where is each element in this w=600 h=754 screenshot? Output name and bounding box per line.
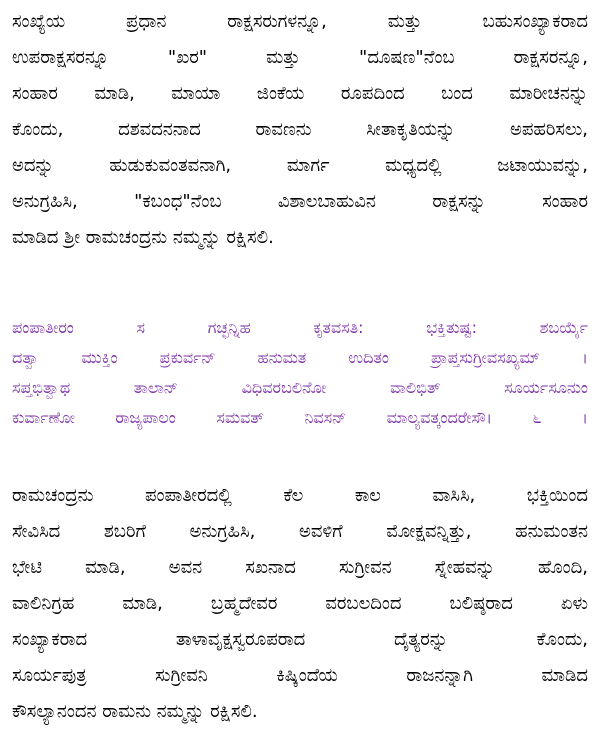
paragraph-1-line-3: ಸಂಹಾರ ಮಾಡಿ, ಮಾಯಾ ಜಿಂಕೆಯ ರೂಪದಿಂದ ಬಂದ ಮಾರೀಚನನ್ನು (12, 83, 588, 104)
paragraph-2-line-1: ರಾಮಚಂದ್ರನು ಪಂಪಾತೀರದಲ್ಲಿ ಕೆಲ ಕಾಲ ವಾಸಿಸಿ, ಭಕ್ತಿಯಿಂದ (12, 485, 588, 506)
paragraph-2-line-2: ಸೇವಿಸಿದ ಶಬರಿಗೆ ಅನುಗ್ರಹಿಸಿ, ಅವಳಿಗೆ ಮೋಕ್ಷವನ್ನಿತ್ತು, ಹನುಮಂತನ (12, 521, 588, 542)
verse-line-1: ಪಂಪಾತೀರಂ ಸ ಗಚ್ಛನ್ನಿಹ ಕೃತವಸತಿ: ಭಕ್ತಿತುಷ್ಟ: ಶಬರ್ಯೈ (12, 318, 588, 337)
paragraph-2 (12, 478, 588, 730)
verse-line-2: ದತ್ವಾ ಮುಕ್ತಿಂ ಪ್ರಕುರ್ವನ್ ಹನುಮತ ಉದಿತಂ ಪ್ರಾಪ್ತಸುಗ್ರೀವಸಖ್ಯಮ್ । (12, 348, 588, 367)
paragraph-2-line-7: ಕೌಸಲ್ಯಾನಂದನ ರಾಮನು ನಮ್ಮನ್ನು ರಕ್ಷಿಸಲಿ. (12, 701, 258, 722)
paragraph-2-line-6: ಸೂರ್ಯಪುತ್ರ ಸುಗ್ರೀವನಿ ಕಿಷ್ಕಿಂದೆಯ ರಾಜನನ್ನಾಗಿ ಮಾಡಿದ (12, 665, 588, 686)
paragraph-1-line-2: ಉಪರಾಕ್ಷಸರನ್ನೂ "ಖರ" ಮತ್ತು "ದೂಷಣ"ನೆಂಬ ರಾಕ್ಷಸರನ್ನೂ, (12, 47, 588, 68)
paragraph-2-line-4: ವಾಲಿನಿಗ್ರಹ ಮಾಡಿ, ಬ್ರಹ್ಮದೇವರ ವರಬಲದಿಂದ ಬಲಿಷ್ಠರಾದ ಏಳು (12, 593, 588, 614)
paragraph-1 (12, 4, 588, 256)
verse-line-3: ಸಪ್ತಭಿತ್ವಾಥ ತಾಲಾನ್ ವಿಧಿವರಬಲಿನೋ ವಾಲಿಭಿತ್ ಸೂರ್ಯಸೂನುಂ (12, 378, 588, 397)
sanskrit-verse (12, 313, 588, 433)
paragraph-1-line-4: ಕೊಂದು, ದಶವದನನಾದ ರಾವಣನು ಸೀತಾಕೃತಿಯನ್ನು ಅಪಹರಿಸಲು, (12, 119, 588, 140)
verse-line-4: ಕುರ್ವಾಣೋ ರಾಜ್ಯಪಾಲಂ ಸಮವತ್ ನಿವಸನ್ ಮಾಲ್ಯವತ್ಕಂದರೇಸೌ। ೬ । (12, 408, 588, 427)
paragraph-1-line-6: ಅನುಗ್ರಹಿಸಿ, "ಕಬಂಧ"ನೆಂಬ ವಿಶಾಲಬಾಹುವಿನ ರಾಕ್ಷಸನ್ನು ಸಂಹಾರ (12, 191, 588, 212)
paragraph-1-line-1: ಸಂಖ್ಯೆಯ ಪ್ರಧಾನ ರಾಕ್ಷಸರುಗಳನ್ನೂ, ಮತ್ತು ಬಹುಸಂಖ್ಯಾಕರಾದ (12, 11, 588, 32)
paragraph-2-line-3: ಭೇಟಿ ಮಾಡಿ, ಅವನ ಸಖನಾದ ಸುಗ್ರೀವನ ಸ್ನೇಹವನ್ನು ಹೊಂದಿ, (12, 557, 588, 578)
paragraph-2-line-5: ಸಂಖ್ಯಾಕರಾದ ತಾಳಾವೃಕ್ಷಸ್ವರೂಪರಾದ ದೈತ್ಯರನ್ನು ಕೊಂದು, (12, 629, 588, 650)
paragraph-1-line-5: ಅದನ್ನು ಹುಡುಕುವಂತವನಾಗಿ, ಮಾರ್ಗ ಮಧ್ಯದಲ್ಲಿ ಜಟಾಯುವನ್ನು, (12, 155, 588, 176)
paragraph-1-line-7: ಮಾಡಿದ ಶ್ರೀ ರಾಮಚಂದ್ರನು ನಮ್ಮನ್ನು ರಕ್ಷಿಸಲಿ. (12, 227, 274, 248)
